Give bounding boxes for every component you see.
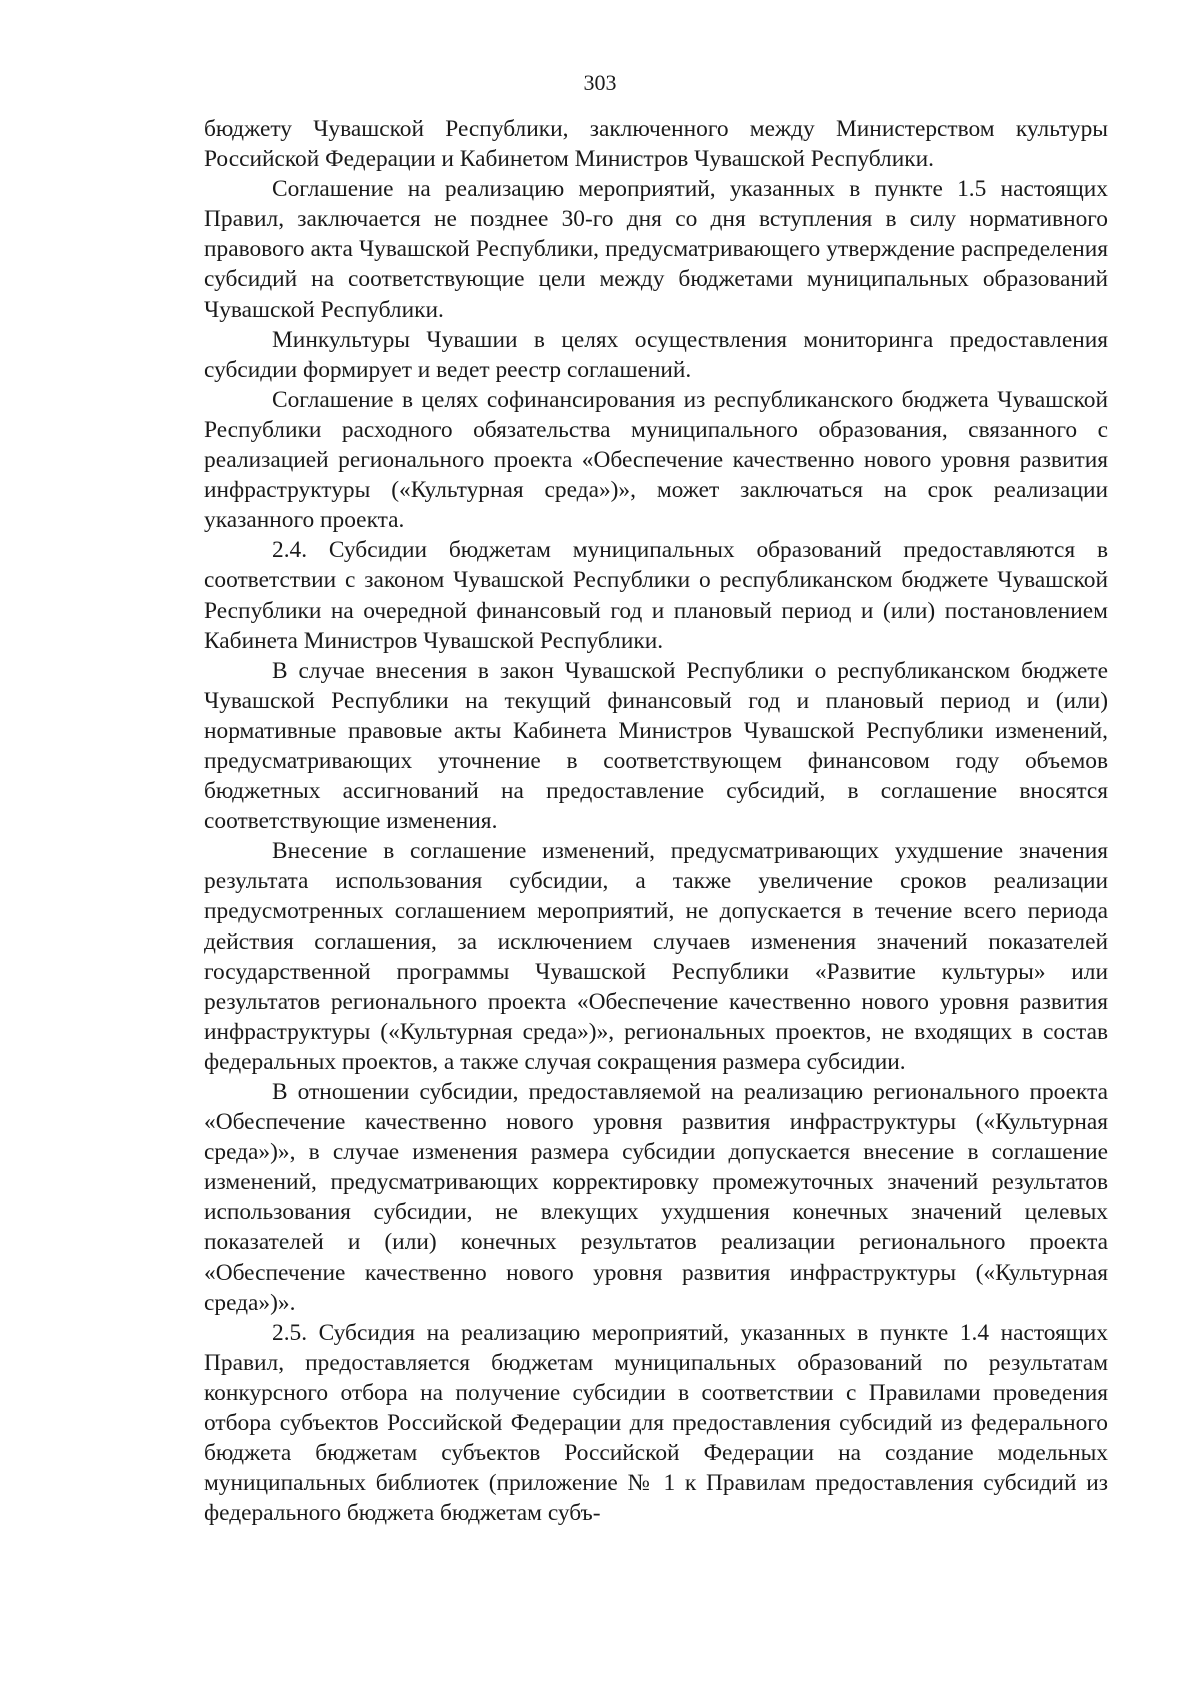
paragraph-agreement-changes: Внесение в соглашение изменений, предусматривающих ухудшение значения результата использования субсидии, а также увеличение сроков реализации предусмотренных соглашением мероприятий, не допускается в течение всего периода действия соглашения, за исключением случаев изменения значений показателей государственной программы Чувашской Республики «Развитие культуры» или результатов регионального проекта «Обеспечение качественно нового уровня развития инфраструктуры («Культурная среда»)», региональных проектов, не входящих в состав федеральных проектов, а также случая сокращения размера субсидии. [204,838,1108,1075]
paragraph-continuation: бюджету Чувашской Республики, заключенного между Министерством культуры Российской Федерации и Кабинетом Министров Чувашской Республики. [204,116,1108,173]
paragraph-regional-project-subsidy: В отношении субсидии, предоставляемой на реализацию регионального проекта «Обеспечение качественно нового уровня развития инфраструктуры («Культурная среда»)», в случае изменения размера субсидии допускается внесение в соглашение изменений, предусматривающих корректировку промежуточных значений результатов использования субсидии, не влекущих ухудшения конечных значений целевых показателей и (или) конечных результатов реализации регионального проекта «Обеспечение качественно нового уровня развития инфраструктуры («Культурная среда»)». [204,1079,1108,1316]
page-number: 303 [583,70,617,95]
paragraph-cofinancing-agreement: Соглашение в целях софинансирования из республиканского бюджета Чувашской Республики расходного обязательства муниципального образования, связанного с реализацией регионального проекта «Обеспечение качественно нового уровня развития инфраструктуры («Культурная среда»)», может заключаться на срок реализации указанного проекта. [204,386,1108,534]
paragraph-section-2-5: 2.5. Субсидия на реализацию мероприятий, указанных в пункте 1.4 настоящих Правил, предоставляется бюджетам муниципальных образований по результатам конкурсного отбора на получение субсидии в соответствии с Правилами проведения отбора субъектов Российской Федерации для предоставления субсидий из федерального бюджета бюджетам субъектов Российской Федерации на создание модельных муниципальных библиотек (приложение № 1 к Правилам предоставления субсидий из федерального бюджета бюджетам субъ- [204,1319,1108,1527]
paragraph-section-2-4: 2.4. Субсидии бюджетам муниципальных образований предоставляются в соответствии с законом Чувашской Республики о республиканском бюджете Чувашской Республики на очередной финансовый год и плановый период и (или) постановлением Кабинета Министров Чувашской Республики. [204,537,1108,654]
document-body [204,114,1108,1528]
paragraph-monitoring-registry: Минкультуры Чувашии в целях осуществления мониторинга предоставления субсидии формирует и ведет реестр соглашений. [204,326,1108,383]
paragraph-law-amendments: В случае внесения в закон Чувашской Республики о республиканском бюджете Чувашской Республики на текущий финансовый год и плановый период и (или) нормативные правовые акты Кабинета Министров Чувашской Республики изменений, предусматривающих уточнение в соответствующем финансовом году объемов бюджетных ассигнований на предоставление субсидий, в соглашение вносятся соответствующие изменения. [204,657,1108,835]
paragraph-agreement-term: Соглашение на реализацию мероприятий, указанных в пункте 1.5 настоящих Правил, заключается не позднее 30-го дня со дня вступления в силу нормативного правового акта Чувашской Республики, предусматривающего утверждение распределения субсидий на соответствующие цели между бюджетами муниципальных образований Чувашской Республики. [204,176,1108,323]
